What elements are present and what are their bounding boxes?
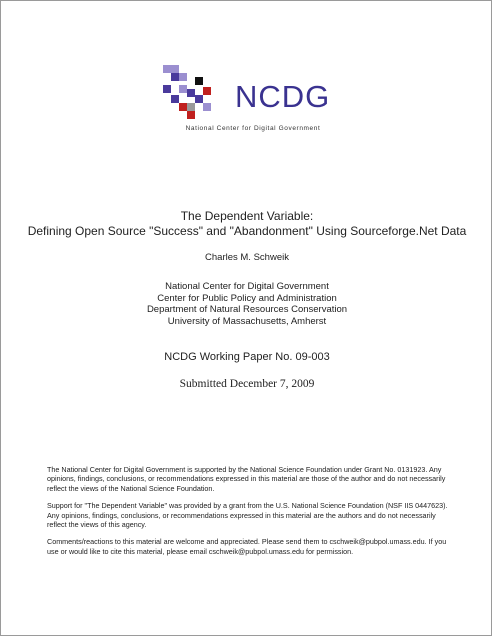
ncdg-logo-mark	[163, 65, 223, 121]
title-line-1: The Dependent Variable:	[180, 209, 314, 223]
paper-title	[1, 209, 492, 239]
logo-square	[179, 73, 187, 81]
logo-square	[171, 65, 179, 73]
logo-square	[171, 95, 179, 103]
logo-square	[187, 111, 195, 119]
logo-subtitle: National Center for Digital Government	[185, 125, 321, 132]
logo-square	[163, 65, 171, 73]
title-line-2: Defining Open Source "Success" and "Abandonment" Using Sourceforge.Net Data	[27, 224, 467, 238]
logo-square	[163, 85, 171, 93]
logo-square	[171, 73, 179, 81]
affiliation-line: Department of Natural Resources Conservation	[146, 304, 348, 315]
ncdg-logo	[163, 65, 343, 137]
affiliation-line: National Center for Digital Government	[165, 281, 329, 292]
notes-section	[47, 465, 452, 564]
logo-square	[203, 87, 211, 95]
submitted-date: Submitted December 7, 2009	[179, 378, 315, 390]
logo-square	[179, 103, 187, 111]
funding-note: The National Center for Digital Government is supported by the National Science Foundation under Grant No. 0131923. Any opinions, findings, conclusions, or recommendations expressed in this material are those of the author and do not necessarily reflect the views of the National Science Foundation.	[47, 465, 446, 493]
affiliation-line: Center for Public Policy and Administration	[157, 292, 337, 304]
affiliations	[1, 281, 492, 327]
author-name: Charles M. Schweik	[205, 252, 289, 263]
logo-square	[187, 89, 195, 97]
support-note: Support for "The Dependent Variable" was provided by a grant from the U.S. National Science Foundation (NSF IIS 0447623). Any opinions, findings, conclusions, or recommendations expressed in this material are the authors and do not necessarily reflect the views of this agency.	[47, 501, 448, 530]
logo-square	[195, 95, 203, 103]
logo-square	[187, 103, 195, 111]
logo-square	[195, 77, 203, 85]
working-paper-number: NCDG Working Paper No. 09-003	[164, 351, 330, 363]
logo-square	[203, 103, 211, 111]
logo-square	[179, 85, 187, 93]
logo-wordmark: NCDG	[235, 79, 331, 114]
comments-note: Comments/reactions to this material are welcome and appreciated. Please send them to cschweik@pubpol.umass.edu. If you use or would like to cite this material, please email cschweik@pubpol.umass.edu for permission.	[47, 537, 447, 556]
affiliation-line: University of Massachusetts, Amherst	[167, 315, 327, 327]
